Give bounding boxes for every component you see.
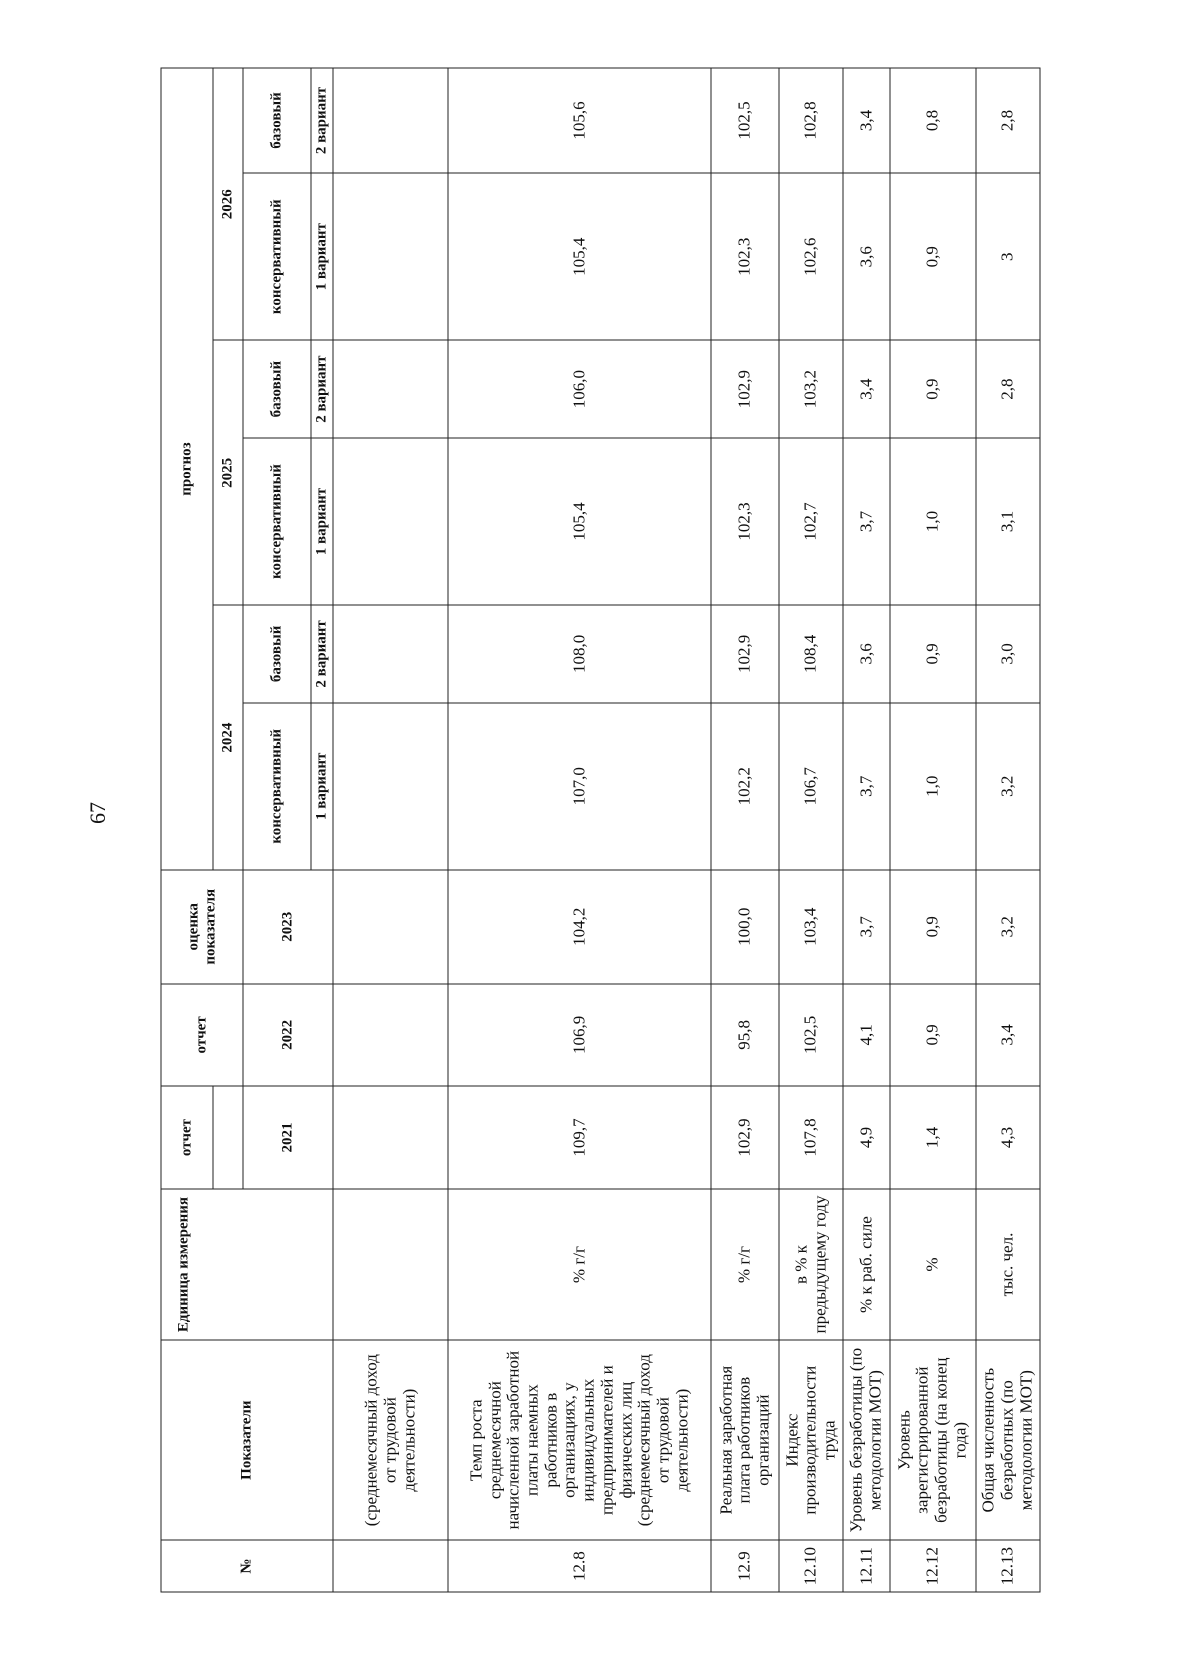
row-indicator: Уровень безработицы (по методологии МОТ) bbox=[843, 1340, 889, 1540]
value-2026-conservative bbox=[333, 173, 448, 341]
header-estimate: оценка показателя bbox=[161, 870, 243, 983]
header-year-2021: 2021 bbox=[243, 1086, 333, 1189]
value-2025-base: 3,4 bbox=[843, 340, 889, 437]
header-2025-variant2: 2 вариант bbox=[311, 340, 333, 437]
value-2026-base bbox=[333, 68, 448, 173]
value-2023: 0,9 bbox=[889, 870, 975, 983]
value-2025-base: 0,9 bbox=[889, 340, 975, 437]
row-unit: в % к предыдущему году bbox=[779, 1189, 843, 1340]
value-2025-base: 106,0 bbox=[448, 340, 711, 437]
value-2025-conservative: 105,4 bbox=[448, 438, 711, 606]
value-2021: 109,7 bbox=[448, 1086, 711, 1189]
value-2025-base: 103,2 bbox=[779, 340, 843, 437]
row-indicator: Индекс производительности труда bbox=[779, 1340, 843, 1540]
table-row bbox=[711, 68, 779, 1592]
table-row bbox=[889, 68, 975, 1592]
value-2022: 95,8 bbox=[711, 984, 779, 1087]
value-2026-base: 3,4 bbox=[843, 68, 889, 173]
value-2023: 103,4 bbox=[779, 870, 843, 983]
value-2026-conservative: 3 bbox=[975, 173, 1039, 341]
header-2024-variant2: 2 вариант bbox=[311, 605, 333, 702]
row-indicator: Уровень зарегистрированной безработицы (на конец года) bbox=[889, 1340, 975, 1540]
rotated-table-wrapper bbox=[160, 68, 1040, 1593]
value-2024-conservative: 1,0 bbox=[889, 703, 975, 871]
header-2026-base: базовый bbox=[243, 68, 311, 173]
row-number: 12.8 bbox=[448, 1540, 711, 1592]
page-number: 67 bbox=[85, 802, 110, 824]
value-2026-conservative: 105,4 bbox=[448, 173, 711, 341]
value-2023: 104,2 bbox=[448, 870, 711, 983]
table-row bbox=[843, 68, 889, 1592]
value-2024-conservative: 107,0 bbox=[448, 703, 711, 871]
value-2024-conservative: 106,7 bbox=[779, 703, 843, 871]
header-report-2022: отчет bbox=[161, 984, 243, 1087]
value-2024-base: 3,6 bbox=[843, 605, 889, 702]
value-2021 bbox=[333, 1086, 448, 1189]
value-2021: 1,4 bbox=[889, 1086, 975, 1189]
value-2023 bbox=[333, 870, 448, 983]
value-2023: 3,2 bbox=[975, 870, 1039, 983]
value-2026-base: 0,8 bbox=[889, 68, 975, 173]
value-2023: 100,0 bbox=[711, 870, 779, 983]
header-2024-variant1: 1 вариант bbox=[311, 703, 333, 871]
value-2025-conservative: 3,1 bbox=[975, 438, 1039, 606]
header-no: № bbox=[161, 1540, 333, 1592]
table-row bbox=[333, 68, 448, 1592]
value-2025-conservative: 3,7 bbox=[843, 438, 889, 606]
row-number: 12.13 bbox=[975, 1540, 1039, 1592]
value-2025-base bbox=[333, 340, 448, 437]
header-2026-variant2: 2 вариант bbox=[311, 68, 333, 173]
value-2025-base: 2,8 bbox=[975, 340, 1039, 437]
table-row bbox=[448, 68, 711, 1592]
row-unit bbox=[333, 1189, 448, 1340]
value-2024-base: 3,0 bbox=[975, 605, 1039, 702]
header-indicator: Показатели bbox=[161, 1340, 333, 1540]
value-2025-conservative: 1,0 bbox=[889, 438, 975, 606]
header-year-2023: 2023 bbox=[243, 870, 333, 983]
value-2022: 4,1 bbox=[843, 984, 889, 1087]
header-report-blank bbox=[213, 1086, 243, 1189]
table-row bbox=[779, 68, 843, 1592]
value-2023: 3,7 bbox=[843, 870, 889, 983]
row-unit: тыс. чел. bbox=[975, 1189, 1039, 1340]
value-2021: 4,3 bbox=[975, 1086, 1039, 1189]
value-2025-conservative: 102,7 bbox=[779, 438, 843, 606]
header-year-2025: 2025 bbox=[213, 340, 243, 605]
row-unit: % г/г bbox=[711, 1189, 779, 1340]
row-unit: % bbox=[889, 1189, 975, 1340]
value-2025-conservative bbox=[333, 438, 448, 606]
value-2021: 107,8 bbox=[779, 1086, 843, 1189]
row-indicator: (среднемесячный доход от трудовой деятельности) bbox=[333, 1340, 448, 1540]
value-2024-base bbox=[333, 605, 448, 702]
header-unit: Единица измерения bbox=[161, 1189, 333, 1340]
value-2024-base: 108,4 bbox=[779, 605, 843, 702]
value-2024-conservative bbox=[333, 703, 448, 871]
header-2024-conservative: консервативный bbox=[243, 703, 311, 871]
value-2026-conservative: 3,6 bbox=[843, 173, 889, 341]
row-number: 12.10 bbox=[779, 1540, 843, 1592]
header-2025-conservative: консервативный bbox=[243, 438, 311, 606]
value-2026-base: 105,6 bbox=[448, 68, 711, 173]
row-indicator: Общая численность безработных (по методологии МОТ) bbox=[975, 1340, 1039, 1540]
value-2022: 106,9 bbox=[448, 984, 711, 1087]
row-indicator: Реальная заработная плата работников организаций bbox=[711, 1340, 779, 1540]
header-year-2026: 2026 bbox=[213, 68, 243, 340]
header-2025-base: базовый bbox=[243, 340, 311, 437]
value-2022: 0,9 bbox=[889, 984, 975, 1087]
value-2025-base: 102,9 bbox=[711, 340, 779, 437]
row-number: 12.11 bbox=[843, 1540, 889, 1592]
value-2026-base: 2,8 bbox=[975, 68, 1039, 173]
value-2024-conservative: 3,7 bbox=[843, 703, 889, 871]
table-row bbox=[975, 68, 1039, 1592]
header-forecast: прогноз bbox=[161, 68, 213, 870]
value-2024-base: 108,0 bbox=[448, 605, 711, 702]
value-2024-base: 102,9 bbox=[711, 605, 779, 702]
value-2025-conservative: 102,3 bbox=[711, 438, 779, 606]
header-2026-variant1: 1 вариант bbox=[311, 173, 333, 341]
value-2024-base: 0,9 bbox=[889, 605, 975, 702]
value-2021: 4,9 bbox=[843, 1086, 889, 1189]
value-2026-conservative: 102,3 bbox=[711, 173, 779, 341]
header-2024-base: базовый bbox=[243, 605, 311, 702]
header-year-2022: 2022 bbox=[243, 984, 333, 1087]
header-2025-variant1: 1 вариант bbox=[311, 438, 333, 606]
row-number bbox=[333, 1540, 448, 1592]
header-report-2021: отчет bbox=[161, 1086, 213, 1189]
value-2021: 102,9 bbox=[711, 1086, 779, 1189]
value-2026-conservative: 0,9 bbox=[889, 173, 975, 341]
row-indicator: Темп роста среднемесячной начисленной заработной платы наемных работников в организациях, у индивидуальных предпринимателей и физических лиц (среднемесячный доход от трудовой деятельности) bbox=[448, 1340, 711, 1540]
value-2022: 102,5 bbox=[779, 984, 843, 1087]
row-number: 12.9 bbox=[711, 1540, 779, 1592]
value-2024-conservative: 3,2 bbox=[975, 703, 1039, 871]
value-2022 bbox=[333, 984, 448, 1087]
value-2026-base: 102,5 bbox=[711, 68, 779, 173]
row-number: 12.12 bbox=[889, 1540, 975, 1592]
value-2022: 3,4 bbox=[975, 984, 1039, 1087]
header-year-2024: 2024 bbox=[213, 605, 243, 870]
row-unit: % г/г bbox=[448, 1189, 711, 1340]
value-2026-conservative: 102,6 bbox=[779, 173, 843, 341]
value-2026-base: 102,8 bbox=[779, 68, 843, 173]
forecast-table bbox=[160, 68, 1040, 1593]
row-unit: % к раб. силе bbox=[843, 1189, 889, 1340]
value-2024-conservative: 102,2 bbox=[711, 703, 779, 871]
header-2026-conservative: консервативный bbox=[243, 173, 311, 341]
